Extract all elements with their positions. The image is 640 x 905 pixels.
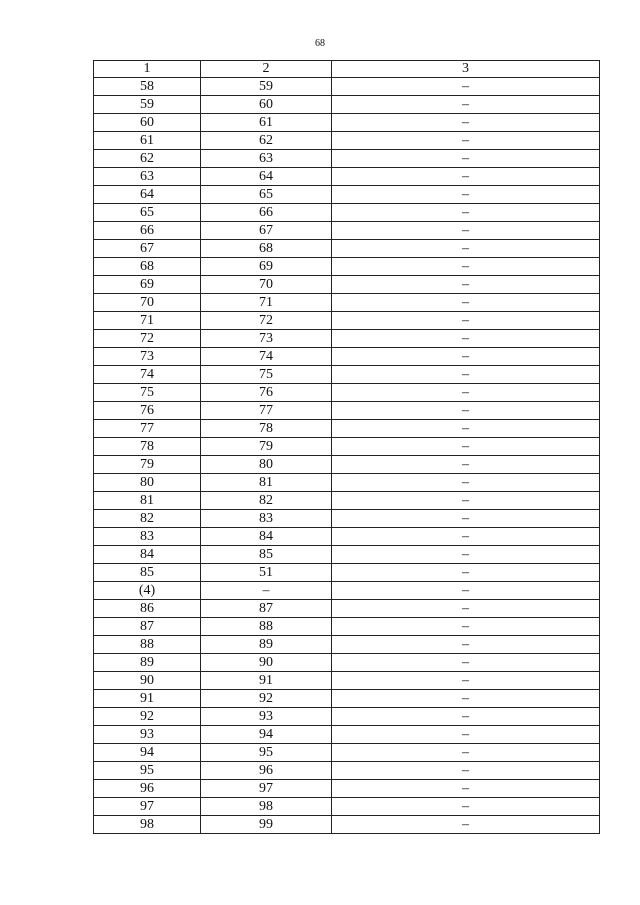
table-cell-col-3: –: [332, 258, 600, 276]
table-cell-col-3: –: [332, 636, 600, 654]
table-cell-col-2: 87: [201, 600, 332, 618]
table-cell-col-1: 71: [94, 312, 201, 330]
table-cell-col-1: 74: [94, 366, 201, 384]
table-cell-col-3: –: [332, 240, 600, 258]
table-cell-col-3: –: [332, 222, 600, 240]
table-cell-col-2: 74: [201, 348, 332, 366]
table-cell-col-1: 69: [94, 276, 201, 294]
table-row: [94, 348, 600, 366]
table-cell-col-3: –: [332, 276, 600, 294]
correspondence-table: [93, 60, 600, 834]
table-cell-col-1: 93: [94, 726, 201, 744]
page-number: 68: [315, 38, 325, 49]
table-cell-col-2: 80: [201, 456, 332, 474]
table-cell-col-2: 78: [201, 420, 332, 438]
table-cell-col-1: 58: [94, 78, 201, 96]
table-cell-col-1: 63: [94, 168, 201, 186]
table-body: [94, 78, 600, 834]
table-row: [94, 744, 600, 762]
table-row: [94, 78, 600, 96]
table-cell-col-1: 77: [94, 420, 201, 438]
table-cell-col-1: 95: [94, 762, 201, 780]
table-cell-col-3: –: [332, 546, 600, 564]
table-cell-col-2: 70: [201, 276, 332, 294]
table-cell-col-2: 64: [201, 168, 332, 186]
table-cell-col-1: 88: [94, 636, 201, 654]
table-cell-col-1: 91: [94, 690, 201, 708]
table-cell-col-3: –: [332, 762, 600, 780]
table-cell-col-2: 95: [201, 744, 332, 762]
table-cell-col-3: –: [332, 78, 600, 96]
table-cell-col-2: 97: [201, 780, 332, 798]
table-cell-col-3: –: [332, 150, 600, 168]
table-row: [94, 150, 600, 168]
table-row: [94, 672, 600, 690]
table-row: [94, 546, 600, 564]
table-row: [94, 654, 600, 672]
table-cell-col-3: –: [332, 474, 600, 492]
table-cell-col-2: 72: [201, 312, 332, 330]
table-cell-col-3: –: [332, 564, 600, 582]
table-row: [94, 600, 600, 618]
table-cell-col-3: –: [332, 744, 600, 762]
table-cell-col-2: 76: [201, 384, 332, 402]
table-cell-col-2: 83: [201, 510, 332, 528]
table-cell-col-3: –: [332, 114, 600, 132]
table-cell-col-1: 65: [94, 204, 201, 222]
table-cell-col-2: 96: [201, 762, 332, 780]
column-header-2: 2: [201, 61, 332, 78]
table-cell-col-1: 86: [94, 600, 201, 618]
table-cell-col-1: 62: [94, 150, 201, 168]
table-cell-col-3: –: [332, 384, 600, 402]
table-cell-col-2: 79: [201, 438, 332, 456]
table-cell-col-2: 63: [201, 150, 332, 168]
table-row: [94, 474, 600, 492]
table-row: [94, 690, 600, 708]
table-row: [94, 114, 600, 132]
table-row: [94, 294, 600, 312]
table-cell-col-1: 68: [94, 258, 201, 276]
table-cell-col-3: –: [332, 672, 600, 690]
table-cell-col-2: 89: [201, 636, 332, 654]
table-row: [94, 564, 600, 582]
table-cell-col-3: –: [332, 330, 600, 348]
table-cell-col-3: –: [332, 168, 600, 186]
table-cell-col-2: 90: [201, 654, 332, 672]
table-cell-col-1: 85: [94, 564, 201, 582]
table-cell-col-3: –: [332, 528, 600, 546]
column-header-1: 1: [94, 61, 201, 78]
table-row: [94, 636, 600, 654]
table-row: [94, 708, 600, 726]
table-row: [94, 492, 600, 510]
table-row: [94, 726, 600, 744]
table-cell-col-2: 94: [201, 726, 332, 744]
table-cell-col-1: 84: [94, 546, 201, 564]
table-cell-col-1: (4): [94, 582, 201, 600]
table-row: [94, 510, 600, 528]
table-cell-col-3: –: [332, 456, 600, 474]
table-row: [94, 330, 600, 348]
table-cell-col-2: 67: [201, 222, 332, 240]
table-cell-col-1: 60: [94, 114, 201, 132]
table-cell-col-1: 94: [94, 744, 201, 762]
table-cell-col-2: 75: [201, 366, 332, 384]
table-cell-col-2: 82: [201, 492, 332, 510]
table-cell-col-1: 59: [94, 96, 201, 114]
table-cell-col-2: 66: [201, 204, 332, 222]
table-row: [94, 780, 600, 798]
table-cell-col-3: –: [332, 186, 600, 204]
table-cell-col-2: 88: [201, 618, 332, 636]
table-cell-col-2: 91: [201, 672, 332, 690]
table-cell-col-2: 92: [201, 690, 332, 708]
table-cell-col-2: 68: [201, 240, 332, 258]
table-row: [94, 762, 600, 780]
table-row: [94, 384, 600, 402]
table-cell-col-1: 78: [94, 438, 201, 456]
table-row: [94, 618, 600, 636]
table-cell-col-2: 85: [201, 546, 332, 564]
table-cell-col-3: –: [332, 312, 600, 330]
table-cell-col-1: 90: [94, 672, 201, 690]
table-cell-col-1: 72: [94, 330, 201, 348]
table-cell-col-3: –: [332, 600, 600, 618]
table-cell-col-1: 82: [94, 510, 201, 528]
table-cell-col-2: 62: [201, 132, 332, 150]
table-cell-col-1: 92: [94, 708, 201, 726]
table-cell-col-2: 81: [201, 474, 332, 492]
table-row: [94, 402, 600, 420]
table-row: [94, 222, 600, 240]
table-cell-col-3: –: [332, 96, 600, 114]
table-row: [94, 438, 600, 456]
table-cell-col-2: 84: [201, 528, 332, 546]
table-cell-col-2: 59: [201, 78, 332, 96]
table-cell-col-2: 77: [201, 402, 332, 420]
table-cell-col-2: 61: [201, 114, 332, 132]
table-cell-col-2: 51: [201, 564, 332, 582]
table-cell-col-1: 76: [94, 402, 201, 420]
table-cell-col-3: –: [332, 780, 600, 798]
table-cell-col-1: 79: [94, 456, 201, 474]
table-cell-col-3: –: [332, 618, 600, 636]
table-cell-col-3: –: [332, 510, 600, 528]
table-cell-col-3: –: [332, 132, 600, 150]
table-row: [94, 204, 600, 222]
table-cell-col-3: –: [332, 690, 600, 708]
table-row: [94, 528, 600, 546]
table-row: [94, 420, 600, 438]
table-row: [94, 798, 600, 816]
table-row: [94, 366, 600, 384]
table-cell-col-1: 97: [94, 798, 201, 816]
table-cell-col-2: –: [201, 582, 332, 600]
table-cell-col-1: 64: [94, 186, 201, 204]
table-row: [94, 96, 600, 114]
table-row: [94, 186, 600, 204]
table-row: [94, 276, 600, 294]
table-cell-col-3: –: [332, 816, 600, 834]
table-cell-col-3: –: [332, 420, 600, 438]
table-cell-col-2: 60: [201, 96, 332, 114]
table-cell-col-1: 98: [94, 816, 201, 834]
table-cell-col-3: –: [332, 492, 600, 510]
table-cell-col-3: –: [332, 438, 600, 456]
table-cell-col-2: 69: [201, 258, 332, 276]
table-cell-col-3: –: [332, 204, 600, 222]
table-cell-col-2: 73: [201, 330, 332, 348]
table-cell-col-1: 96: [94, 780, 201, 798]
table-row: [94, 816, 600, 834]
table-cell-col-3: –: [332, 726, 600, 744]
table-cell-col-3: –: [332, 582, 600, 600]
table-cell-col-3: –: [332, 348, 600, 366]
table-row: [94, 312, 600, 330]
table-row: [94, 132, 600, 150]
table-cell-col-2: 93: [201, 708, 332, 726]
table-cell-col-1: 70: [94, 294, 201, 312]
table-cell-col-1: 81: [94, 492, 201, 510]
table-cell-col-1: 73: [94, 348, 201, 366]
table-row: [94, 582, 600, 600]
table-row: [94, 240, 600, 258]
table-cell-col-1: 87: [94, 618, 201, 636]
table-cell-col-1: 61: [94, 132, 201, 150]
table-cell-col-2: 99: [201, 816, 332, 834]
table-cell-col-1: 67: [94, 240, 201, 258]
table-cell-col-2: 65: [201, 186, 332, 204]
table-row: [94, 168, 600, 186]
table-row: [94, 258, 600, 276]
table-row: [94, 456, 600, 474]
table-cell-col-1: 75: [94, 384, 201, 402]
table-cell-col-3: –: [332, 366, 600, 384]
table-cell-col-1: 80: [94, 474, 201, 492]
table-cell-col-3: –: [332, 798, 600, 816]
table-cell-col-2: 98: [201, 798, 332, 816]
table-header-row: [94, 61, 600, 78]
table-cell-col-2: 71: [201, 294, 332, 312]
table-cell-col-1: 89: [94, 654, 201, 672]
table-cell-col-3: –: [332, 294, 600, 312]
column-header-3: 3: [332, 61, 600, 78]
table-cell-col-1: 83: [94, 528, 201, 546]
table-cell-col-1: 66: [94, 222, 201, 240]
table-cell-col-3: –: [332, 654, 600, 672]
table-cell-col-3: –: [332, 708, 600, 726]
table-cell-col-3: –: [332, 402, 600, 420]
